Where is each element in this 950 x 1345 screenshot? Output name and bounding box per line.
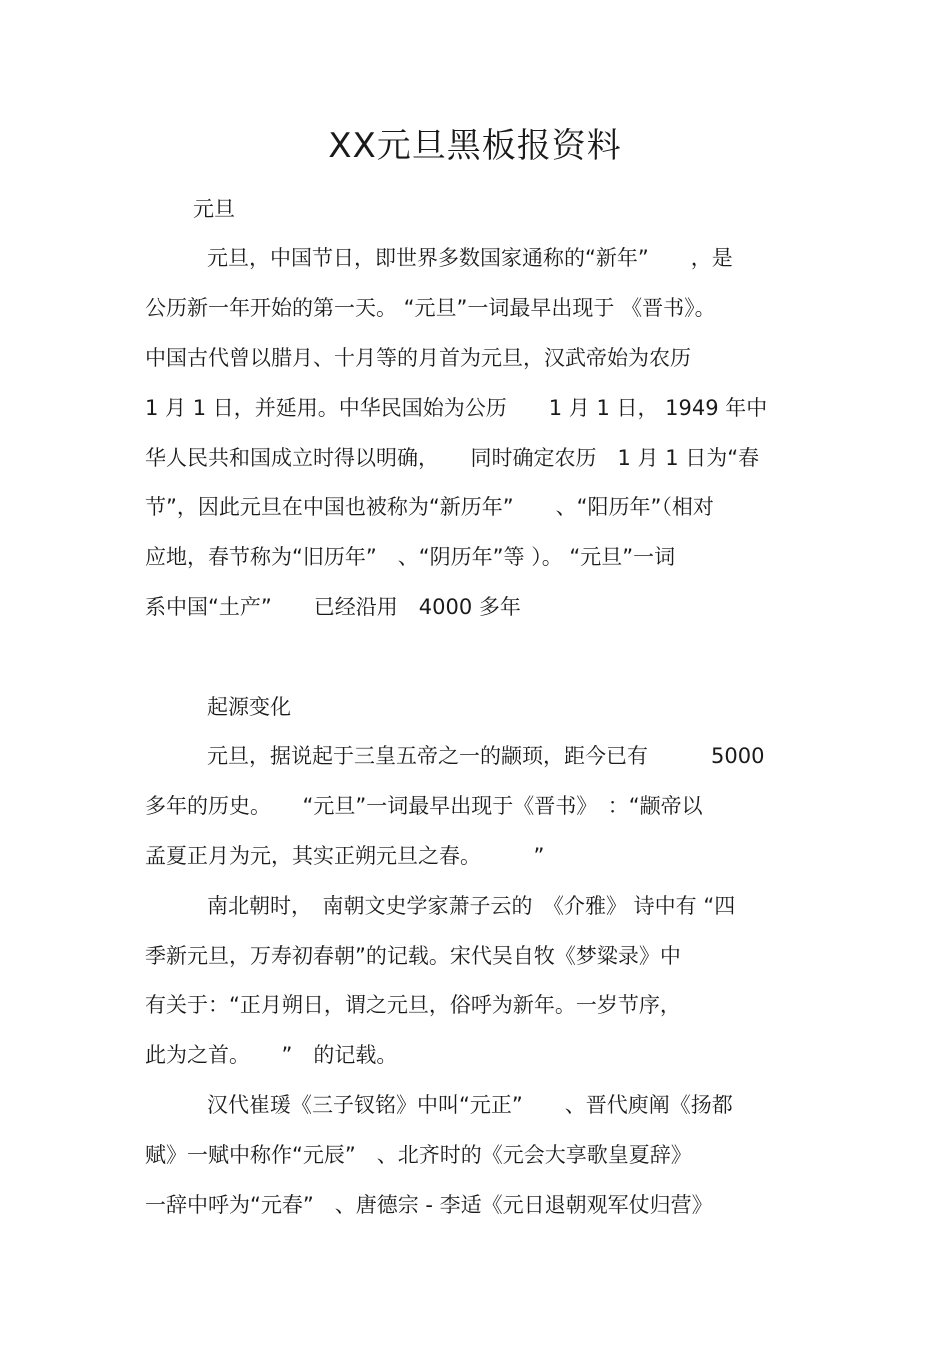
paragraph-line: 元旦，中国节日，即世界多数国家通称的“新年” ，是 xyxy=(207,246,733,270)
paragraph-line: 赋》一赋中称作“元辰” 、北齐时的《元会大享歌皇夏辞》 xyxy=(145,1143,692,1167)
paragraph-line: 汉代崔瑗《三子钗铭》中叫“元正” 、晋代庾阐《扬都 xyxy=(207,1093,733,1117)
section-heading: 起源变化 xyxy=(207,695,291,719)
paragraph-line: 孟夏正月为元，其实正朔元旦之春。 ” xyxy=(145,844,545,868)
paragraph-line: 南北朝时， 南朝文史学家萧子云的 《介雅》 诗中有 “四 xyxy=(207,894,736,918)
paragraph-line: 中国古代曾以腊月、十月等的月首为元旦，汉武帝始为农历 xyxy=(145,346,691,370)
paragraph-line: 华人民共和国成立时得以明确， 同时确定农历 1 月 1 日为“春 xyxy=(145,446,760,470)
paragraph-line: 有关于：“正月朔日，谓之元旦，俗呼为新年。一岁节序， xyxy=(145,993,681,1017)
document-title: XX元旦黑板报资料 xyxy=(328,126,622,166)
paragraph-line: 公历新一年开始的第一天。 “元旦”一词最早出现于 《晋书》。 xyxy=(145,296,716,320)
section-heading: 元旦 xyxy=(193,197,235,221)
paragraph-line: 元旦，据说起于三皇五帝之一的颛顼，距今已有 5000 xyxy=(207,744,765,768)
paragraph-line: 节”，因此元旦在中国也被称为“新历年” 、“阳历年”（相对 xyxy=(145,495,714,519)
paragraph-line: 此为之首。 ” 的记载。 xyxy=(145,1043,398,1067)
paragraph-line: 季新元旦，万寿初春朝”的记载。宋代吴自牧《梦粱录》中 xyxy=(145,944,681,968)
paragraph-line: 应地，春节称为“旧历年” 、“阴历年”等 ）。 “元旦”一词 xyxy=(145,545,676,569)
paragraph-line: 1 月 1 日，并延用。中华民国始为公历 1 月 1 日， 1949 年中 xyxy=(145,396,768,420)
paragraph-line: 一辞中呼为“元春” 、唐德宗 - 李适《元日退朝观军仗归营》 xyxy=(145,1193,713,1217)
paragraph-line: 系中国“土产” 已经沿用 4000 多年 xyxy=(145,595,521,619)
paragraph-line: 多年的历史。 “元旦”一词最早出现于《晋书》 ：“颛帝以 xyxy=(145,794,703,818)
